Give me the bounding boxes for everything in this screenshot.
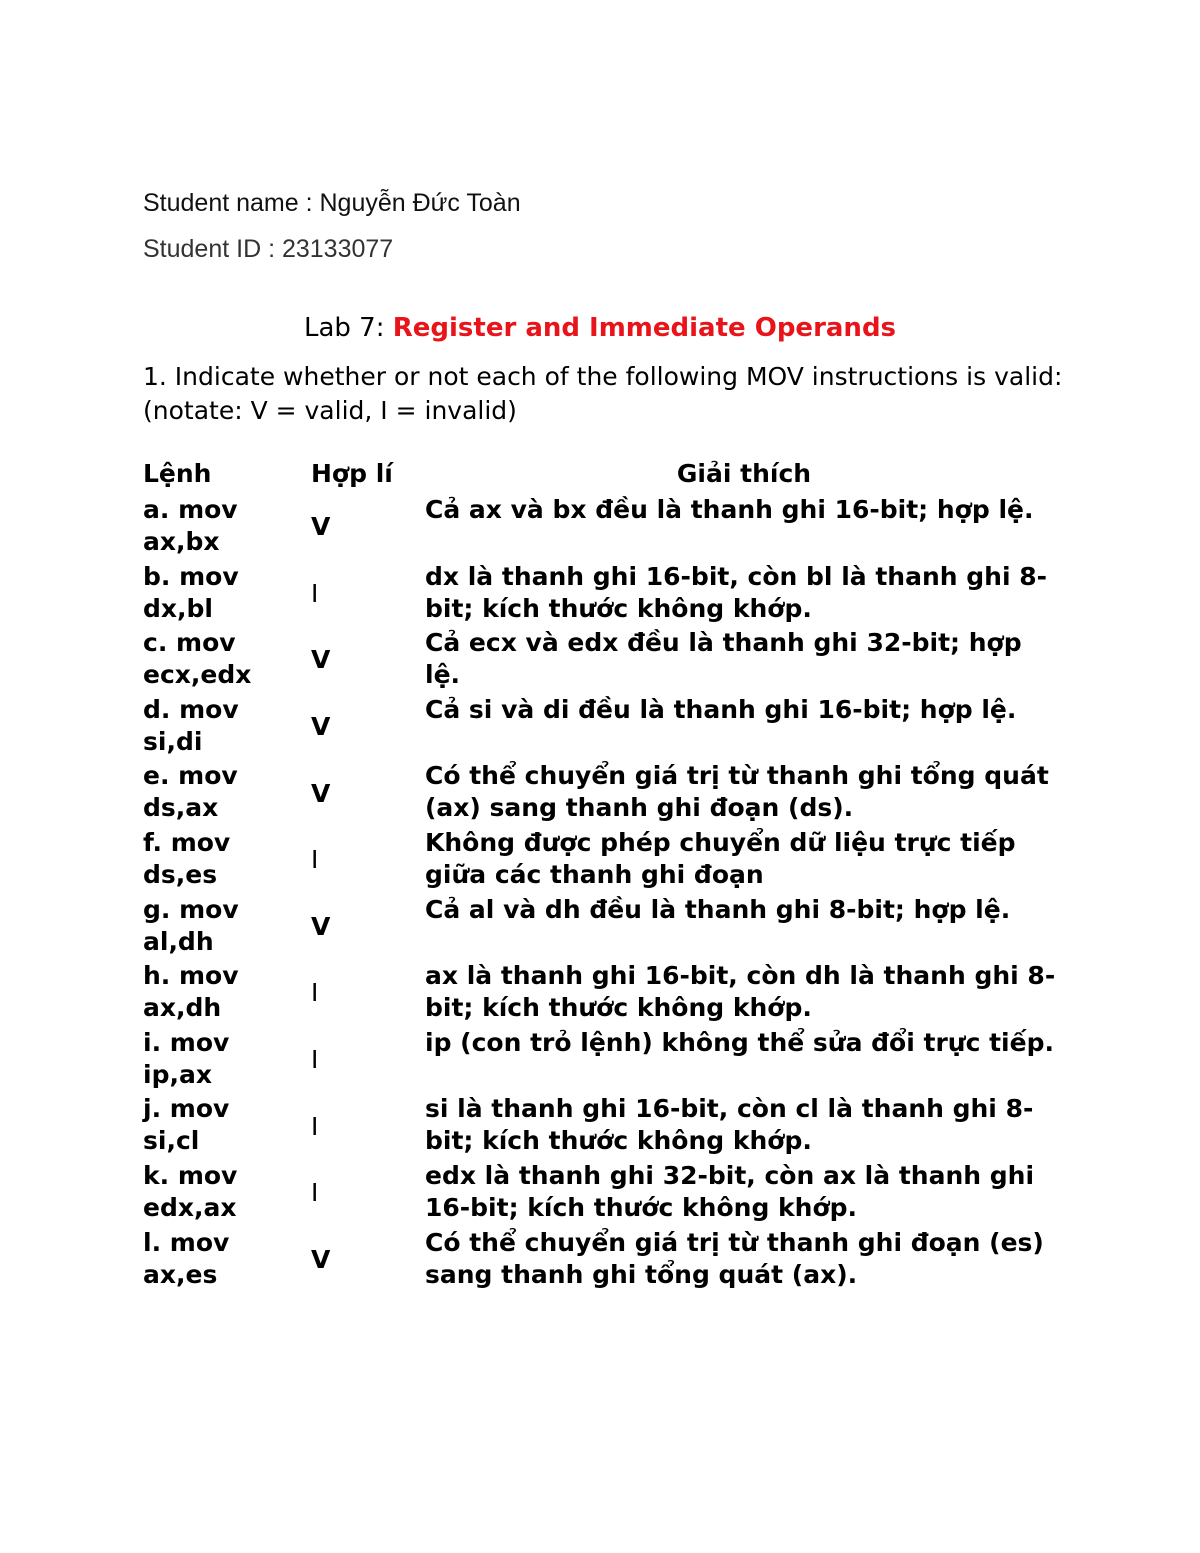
instruction-operands: ax,es xyxy=(143,1259,218,1289)
instruction-operands: si,di xyxy=(143,726,203,756)
table-body xyxy=(143,494,1063,1293)
validity-mark: I xyxy=(311,1111,319,1141)
table-row xyxy=(143,1227,1063,1294)
table-header xyxy=(143,458,1063,494)
table-row xyxy=(143,1160,1063,1227)
instruction-mnemonic: h. mov xyxy=(143,961,239,991)
instruction-mnemonic: i. mov xyxy=(143,1027,230,1057)
instruction-mnemonic: g. mov xyxy=(143,894,239,924)
validity-mark: V xyxy=(311,712,331,742)
validity-cell xyxy=(311,1093,425,1160)
explanation-cell: dx là thanh ghi 16-bit, còn bl là thanh ghi 8-bit; kích thước không khớp. xyxy=(425,561,1047,623)
explanation-cell: Cả si và di đều là thanh ghi 16-bit; hợp lệ. xyxy=(425,694,1017,724)
validity-cell xyxy=(311,960,425,1027)
explanation-cell: Có thể chuyển giá trị từ thanh ghi đoạn (es) sang thanh ghi tổng quát (ax). xyxy=(425,1227,1044,1289)
table-row xyxy=(143,561,1063,628)
instruction-cell xyxy=(143,561,311,628)
instruction-cell xyxy=(143,627,311,694)
instruction-operands: ax,bx xyxy=(143,527,220,556)
instruction-cell xyxy=(143,1027,311,1094)
table-row xyxy=(143,760,1063,827)
validity-cell xyxy=(311,1160,425,1227)
table-row xyxy=(143,827,1063,894)
validity-cell xyxy=(311,894,425,961)
validity-mark: I xyxy=(311,1178,319,1208)
student-id: Student ID : 23133077 xyxy=(143,235,394,263)
instruction-mnemonic: l. mov xyxy=(143,1227,230,1257)
instruction-mnemonic: b. mov xyxy=(143,561,239,591)
validity-mark: I xyxy=(311,578,319,608)
instruction-mnemonic: e. mov xyxy=(143,761,238,791)
explanation-cell: edx là thanh ghi 32-bit, còn ax là thanh ghi 16-bit; kích thước không khớp. xyxy=(425,1160,1035,1222)
validity-mark: I xyxy=(311,978,319,1008)
validity-cell xyxy=(311,1227,425,1294)
header-command: Lệnh xyxy=(143,459,212,488)
explanation-cell: Cả ax và bx đều là thanh ghi 16-bit; hợp lệ. xyxy=(425,495,1034,524)
explanation-cell: Cả al và dh đều là thanh ghi 8-bit; hợp lệ. xyxy=(425,894,1011,924)
validity-mark: V xyxy=(311,1244,331,1274)
header-explanation: Giải thích xyxy=(676,459,812,488)
instruction-mnemonic: a. mov xyxy=(143,495,238,524)
explanation-cell: Không được phép chuyển dữ liệu trực tiếp giữa các thanh ghi đoạn xyxy=(425,827,1016,889)
table-row xyxy=(143,960,1063,1027)
instruction-cell xyxy=(143,827,311,894)
instruction-cell xyxy=(143,1227,311,1294)
instruction-operands: ecx,edx xyxy=(143,660,252,690)
instruction-cell xyxy=(143,1160,311,1227)
mov-validity-table xyxy=(143,458,1063,1293)
validity-cell xyxy=(311,760,425,827)
instruction-operands: si,cl xyxy=(143,1126,200,1156)
validity-cell xyxy=(311,827,425,894)
instruction-operands: edx,ax xyxy=(143,1192,237,1222)
instruction-cell xyxy=(143,960,311,1027)
validity-mark: I xyxy=(311,1045,319,1075)
header-valid: Hợp lí xyxy=(311,459,393,488)
instruction-cell xyxy=(143,494,311,561)
instruction-cell xyxy=(143,894,311,961)
instruction-cell xyxy=(143,760,311,827)
instruction-mnemonic: d. mov xyxy=(143,694,239,724)
instruction-mnemonic: c. mov xyxy=(143,628,236,658)
validity-mark: V xyxy=(311,911,331,941)
lab-prefix: Lab 7: xyxy=(303,313,393,343)
table-row xyxy=(143,494,1063,561)
validity-cell xyxy=(311,561,425,628)
explanation-cell: si là thanh ghi 16-bit, còn cl là thanh ghi 8-bit; kích thước không khớp. xyxy=(425,1094,1034,1156)
lab-topic: Register and Immediate Operands xyxy=(392,313,897,343)
table-row xyxy=(143,1093,1063,1160)
instruction-operands: dx,bl xyxy=(143,593,213,623)
student-name: Student name : Nguyễn Đức Toàn xyxy=(143,189,521,217)
explanation-cell: Cả ecx và edx đều là thanh ghi 32-bit; hợp lệ. xyxy=(425,628,1022,690)
instruction-operands: al,dh xyxy=(143,926,214,956)
instruction-operands: ds,ax xyxy=(143,793,219,823)
table-row xyxy=(143,1027,1063,1094)
validity-mark: V xyxy=(311,512,331,542)
validity-cell xyxy=(311,1027,425,1094)
validity-mark: V xyxy=(311,645,331,675)
instruction-operands: ip,ax xyxy=(143,1059,212,1089)
validity-mark: I xyxy=(311,845,319,875)
instruction-cell xyxy=(143,694,311,761)
explanation-cell: ax là thanh ghi 16-bit, còn dh là thanh ghi 8-bit; kích thước không khớp. xyxy=(425,961,1056,1023)
validity-cell xyxy=(311,494,425,561)
validity-cell xyxy=(311,694,425,761)
explanation-cell: ip (con trỏ lệnh) không thể sửa đổi trực tiếp. xyxy=(425,1027,1054,1057)
table-row xyxy=(143,894,1063,961)
instruction-mnemonic: j. mov xyxy=(143,1094,230,1124)
instruction-mnemonic: f. mov xyxy=(143,827,231,857)
explanation-cell: Có thể chuyển giá trị từ thanh ghi tổng quát (ax) sang thanh ghi đoạn (ds). xyxy=(425,761,1049,823)
instruction-operands: ax,dh xyxy=(143,993,222,1023)
instruction-mnemonic: k. mov xyxy=(143,1160,238,1190)
table-row xyxy=(143,627,1063,694)
instruction-cell xyxy=(143,1093,311,1160)
instruction-operands: ds,es xyxy=(143,859,218,889)
validity-cell xyxy=(311,627,425,694)
question-text: 1. Indicate whether or not each of the following MOV instructions is valid:(notate: V = valid, I = invalid) xyxy=(143,362,1063,425)
validity-mark: V xyxy=(311,778,331,808)
table-row xyxy=(143,694,1063,761)
lab-title xyxy=(0,312,1200,344)
